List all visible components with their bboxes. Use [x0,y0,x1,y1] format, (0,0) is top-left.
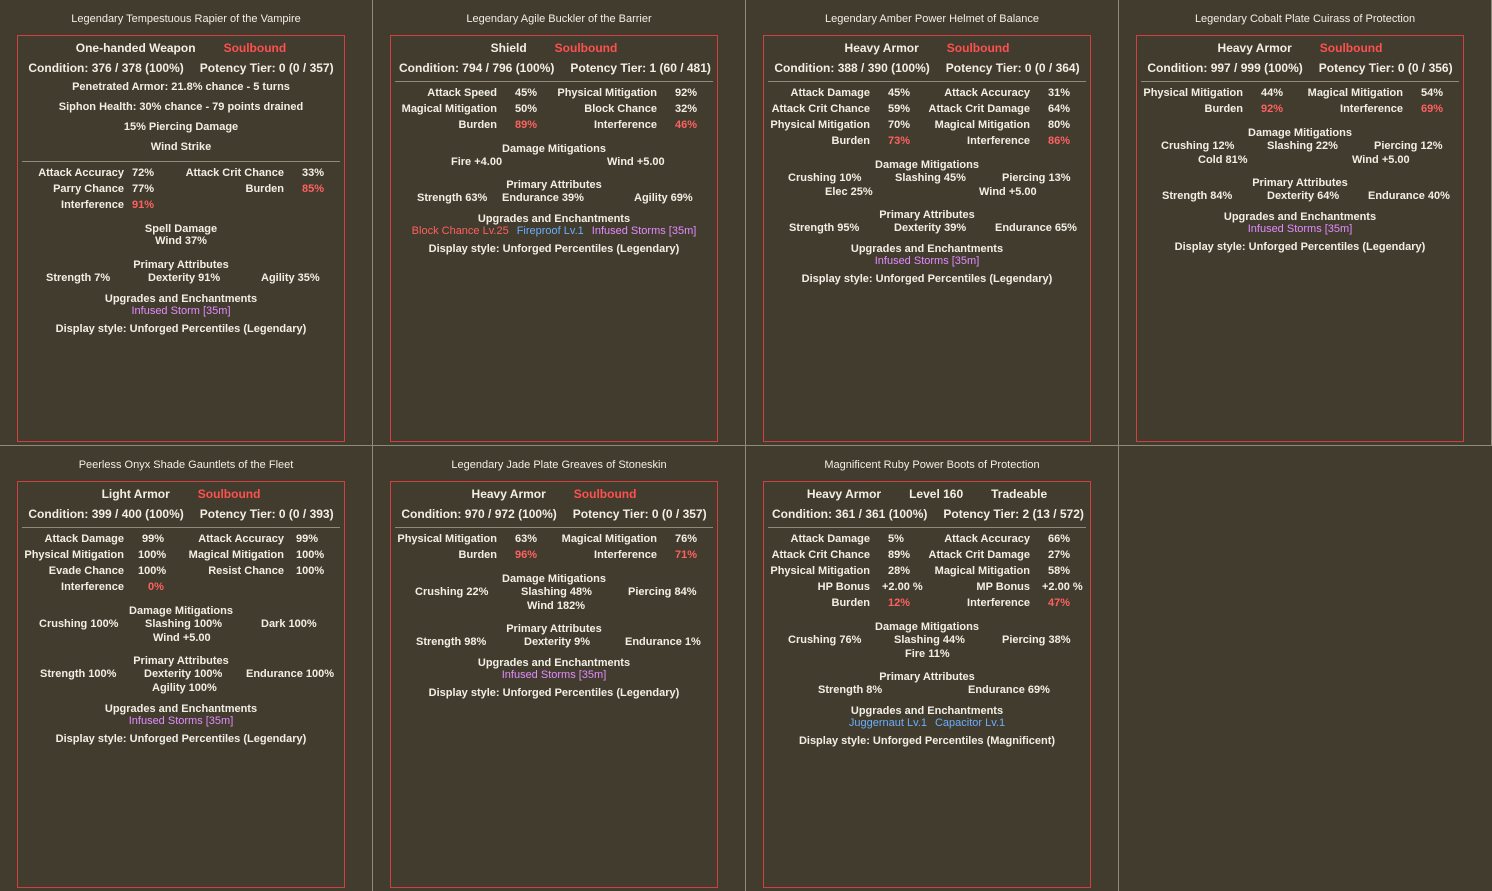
stat-value: 31% [1048,87,1071,99]
stat-label: Magical Mitigation [188,549,284,561]
item-type: One-handed Weapon [75,41,196,55]
item-type: Light Armor [101,487,170,501]
stat-value: 77% [132,183,155,195]
mitigation: Piercing 38% [1002,634,1071,646]
mitigation: Crushing 12% [1161,140,1235,152]
section-title: Upgrades and Enchantments [104,293,258,305]
condition: Condition: 376 / 378 (100%) [28,61,184,75]
stat-label: Physical Mitigation [24,549,124,561]
stat-label: MP Bonus [976,581,1030,593]
stat-label: Attack Crit Chance [185,167,284,179]
stat-value: 92% [1261,103,1284,115]
attribute: Endurance 40% [1368,190,1450,202]
item-title: Legendary Cobalt Plate Cuirass of Protection [1194,13,1416,25]
mitigation: Crushing 100% [39,618,119,630]
stat-label: Attack Accuracy [198,533,284,545]
potency: Potency Tier: 0 (0 / 393) [199,507,334,521]
display-style: Display style: Unforged Percentiles (Legendary) [801,273,1053,285]
stat-label: Burden [458,549,497,561]
upgrade: Infused Storms [35m] [128,715,234,727]
stat-value: 100% [296,565,325,577]
attribute: Endurance 39% [502,192,584,204]
divider [395,81,713,82]
stat-label: Interference [1340,103,1403,115]
attribute: Dexterity 91% [148,272,221,284]
upgrade: Infused Storms [35m] [1247,223,1353,235]
potency: Potency Tier: 0 (0 / 357) [199,61,334,75]
display-style: Display style: Unforged Percentiles (Legendary) [55,733,307,745]
display-style: Display style: Unforged Percentiles (Legendary) [1174,241,1426,253]
display-style: Display style: Unforged Percentiles (Legendary) [428,687,680,699]
mitigation: Crushing 22% [415,586,489,598]
divider [22,161,340,162]
section-title: Primary Attributes [506,623,602,635]
attribute: Endurance 1% [625,636,701,648]
mitigation: Slashing 48% [521,586,592,598]
stat-label: Attack Crit Chance [771,103,870,115]
stat-value: 28% [888,565,911,577]
stat-value: 80% [1048,119,1071,131]
item-card[interactable] [373,446,746,891]
stat-value: 86% [1048,135,1071,147]
condition: Condition: 997 / 999 (100%) [1147,61,1303,75]
attribute: Strength 63% [417,192,488,204]
effect: Wind Strike [150,141,212,153]
item-card[interactable] [373,0,746,446]
stat-label: Interference [594,549,657,561]
section-title: Damage Mitigations [129,605,233,617]
condition: Condition: 361 / 361 (100%) [772,507,928,521]
section-title: Upgrades and Enchantments [850,243,1004,255]
stat-value: +2.00 % [1042,581,1083,593]
item-title: Magnificent Ruby Power Boots of Protection [824,459,1040,471]
attribute: Strength 95% [789,222,860,234]
stat-value: 58% [1048,565,1071,577]
stat-value: 76% [675,533,698,545]
stat-value: 71% [675,549,698,561]
upgrade: Infused Storms [35m] [501,669,607,681]
stat-label: Parry Chance [53,183,124,195]
stat-value: 92% [675,87,698,99]
stat-label: Interference [967,597,1030,609]
potency: Potency Tier: 0 (0 / 356) [1318,61,1453,75]
section-title: Primary Attributes [879,209,975,221]
item-type: Heavy Armor [471,487,546,501]
stat-value: 100% [138,565,167,577]
stat-value: 66% [1048,533,1071,545]
stat-value: 100% [296,549,325,561]
section-title: Upgrades and Enchantments [477,657,631,669]
item-type: Heavy Armor [1217,41,1292,55]
item-card[interactable] [0,446,373,891]
effect: Penetrated Armor: 21.8% chance - 5 turns [72,81,290,93]
attribute: Strength 8% [818,684,883,696]
empty-slot [1119,446,1492,891]
item-title: Legendary Jade Plate Greaves of Stoneskin [451,459,667,471]
mitigation: Slashing 44% [894,634,965,646]
attribute: Endurance 65% [995,222,1077,234]
stat-label: Magical Mitigation [561,533,657,545]
item-card[interactable] [0,0,373,446]
divider [22,527,340,528]
stat-value: 45% [515,87,538,99]
display-style: Display style: Unforged Percentiles (Legendary) [55,323,307,335]
upgrade: Infused Storms [35m] [874,255,980,267]
stat-label: Interference [61,581,124,593]
section-title: Primary Attributes [879,671,975,683]
soulbound-tag: Soulbound [1319,41,1383,55]
stat-value: 45% [888,87,911,99]
section-title: Primary Attributes [1252,177,1348,189]
item-title: Peerless Onyx Shade Gauntlets of the Fleet [78,459,294,471]
spell-damage: Wind 37% [155,235,207,247]
divider [768,81,1086,82]
stat-label: Physical Mitigation [397,533,497,545]
divider [768,527,1086,528]
section-title: Spell Damage [144,223,218,235]
mitigation: Slashing 100% [145,618,223,630]
stat-label: Interference [61,199,124,211]
stat-value: 96% [515,549,538,561]
item-title: Legendary Agile Buckler of the Barrier [466,13,652,25]
mitigation: Piercing 12% [1374,140,1443,152]
stat-label: Magical Mitigation [401,103,497,115]
mitigation: Wind +5.00 [607,156,665,168]
attribute: Dexterity 9% [524,636,591,648]
item-card[interactable] [746,446,1119,891]
section-title: Damage Mitigations [502,573,606,585]
stat-label: Attack Damage [790,533,870,545]
item-box [390,35,718,442]
potency: Potency Tier: 1 (60 / 481) [570,61,711,75]
attribute: Dexterity 39% [894,222,967,234]
condition: Condition: 388 / 390 (100%) [774,61,930,75]
display-style: Display style: Unforged Percentiles (Legendary) [428,243,680,255]
stat-label: Attack Damage [44,533,124,545]
stat-value: 73% [888,135,911,147]
stat-label: Attack Accuracy [944,533,1030,545]
item-box [17,481,345,888]
stat-value: 0% [148,581,164,593]
item-card[interactable] [1119,0,1492,446]
effect: 15% Piercing Damage [123,121,239,133]
item-box [1136,35,1464,442]
item-box [390,481,718,888]
stat-label: Burden [1204,103,1243,115]
attribute: Strength 7% [46,272,111,284]
mitigation: Piercing 84% [628,586,697,598]
mitigation: Wind 182% [527,600,585,612]
stat-label: Magical Mitigation [934,565,1030,577]
effect: Siphon Health: 30% chance - 79 points drained [58,101,304,113]
stat-label: Burden [245,183,284,195]
mitigation: Fire +4.00 [451,156,503,168]
mitigation: Slashing 45% [895,172,966,184]
stat-label: Resist Chance [208,565,284,577]
stat-value: 99% [296,533,319,545]
mitigation: Elec 25% [825,186,873,198]
stat-value: 89% [888,549,911,561]
upgrade: Infused Storms [35m] [591,225,697,237]
stat-value: +2.00 % [882,581,923,593]
condition: Condition: 399 / 400 (100%) [28,507,184,521]
stat-label: Burden [831,135,870,147]
stat-value: 59% [888,103,911,115]
stat-value: 64% [1048,103,1071,115]
stat-value: 89% [515,119,538,131]
stat-value: 70% [888,119,911,131]
section-title: Damage Mitigations [875,621,979,633]
section-title: Damage Mitigations [502,143,606,155]
soulbound-tag: Soulbound [223,41,287,55]
stat-value: 27% [1048,549,1071,561]
section-title: Damage Mitigations [1248,127,1352,139]
attribute: Strength 98% [416,636,487,648]
stat-value: 69% [1421,103,1444,115]
stat-label: Interference [967,135,1030,147]
potency: Potency Tier: 0 (0 / 364) [945,61,1080,75]
item-title: Legendary Tempestuous Rapier of the Vampire [71,13,301,25]
stat-value: 47% [1048,597,1071,609]
item-type: Shield [490,41,527,55]
divider [395,527,713,528]
section-title: Damage Mitigations [875,159,979,171]
upgrade: Block Chance Lv.25 [411,225,509,237]
stat-value: 32% [675,103,698,115]
stat-value: 72% [132,167,155,179]
attribute: Agility 69% [634,192,693,204]
stat-value: 5% [888,533,904,545]
stat-label: Attack Damage [790,87,870,99]
stat-label: Physical Mitigation [1143,87,1243,99]
stat-value: 63% [515,533,538,545]
mitigation: Crushing 76% [788,634,862,646]
attribute: Strength 84% [1162,190,1233,202]
mitigation: Wind +5.00 [153,632,211,644]
stat-label: Physical Mitigation [770,119,870,131]
tradeable-tag: Tradeable [991,487,1048,501]
soulbound-tag: Soulbound [554,41,618,55]
upgrade: Capacitor Lv.1 [934,717,1006,729]
mitigation: Fire 11% [905,648,950,660]
section-title: Upgrades and Enchantments [1223,211,1377,223]
item-box [763,35,1091,442]
mitigation: Piercing 13% [1002,172,1071,184]
item-box [17,35,345,442]
attribute: Agility 35% [261,272,320,284]
attribute: Strength 100% [40,668,117,680]
mitigation: Wind +5.00 [1352,154,1410,166]
display-style: Display style: Unforged Percentiles (Magnificent) [798,735,1056,747]
stat-label: Attack Accuracy [38,167,124,179]
attribute: Agility 100% [152,682,217,694]
level: Level 160 [909,487,964,501]
mitigation: Crushing 10% [788,172,862,184]
stat-value: 50% [515,103,538,115]
stat-value: 44% [1261,87,1284,99]
section-title: Primary Attributes [506,179,602,191]
section-title: Upgrades and Enchantments [104,703,258,715]
upgrade: Fireproof Lv.1 [516,225,584,237]
attribute: Dexterity 64% [1267,190,1340,202]
mitigation: Wind +5.00 [979,186,1037,198]
stat-label: Attack Crit Damage [928,549,1030,561]
divider [1141,81,1459,82]
soulbound-tag: Soulbound [197,487,261,501]
upgrade: Juggernaut Lv.1 [848,717,927,729]
potency: Potency Tier: 0 (0 / 357) [572,507,707,521]
item-box [763,481,1091,888]
stat-label: Attack Crit Chance [771,549,870,561]
stat-label: Burden [458,119,497,131]
soulbound-tag: Soulbound [573,487,637,501]
stat-label: HP Bonus [817,581,870,593]
stat-label: Magical Mitigation [934,119,1030,131]
stat-label: Attack Speed [427,87,497,99]
stat-label: Magical Mitigation [1307,87,1403,99]
section-title: Primary Attributes [133,655,229,667]
condition: Condition: 794 / 796 (100%) [399,61,555,75]
stat-label: Physical Mitigation [770,565,870,577]
soulbound-tag: Soulbound [946,41,1010,55]
item-type: Heavy Armor [806,487,882,501]
attribute: Endurance 100% [246,668,335,680]
stat-label: Evade Chance [48,565,124,577]
attribute: Dexterity 100% [144,668,223,680]
item-type: Heavy Armor [844,41,919,55]
section-title: Upgrades and Enchantments [477,213,631,225]
section-title: Upgrades and Enchantments [850,705,1004,717]
stat-value: 33% [302,167,325,179]
mitigation: Dark 100% [261,618,317,630]
stat-label: Interference [594,119,657,131]
stat-value: 12% [888,597,911,609]
mitigation: Cold 81% [1198,154,1248,166]
potency: Potency Tier: 2 (13 / 572) [943,507,1084,521]
stat-label: Physical Mitigation [557,87,657,99]
stat-label: Burden [831,597,870,609]
section-title: Primary Attributes [133,259,229,271]
stat-label: Block Chance [584,103,657,115]
stat-label: Attack Crit Damage [928,103,1030,115]
stat-value: 91% [132,199,155,211]
stat-label: Attack Accuracy [944,87,1030,99]
stat-value: 85% [302,183,325,195]
stat-value: 46% [675,119,698,131]
stat-value: 100% [138,549,167,561]
attribute: Endurance 69% [968,684,1050,696]
item-card[interactable] [746,0,1119,446]
mitigation: Slashing 22% [1267,140,1338,152]
stat-value: 54% [1421,87,1444,99]
stat-value: 99% [142,533,165,545]
item-title: Legendary Amber Power Helmet of Balance [824,13,1039,25]
condition: Condition: 970 / 972 (100%) [401,507,557,521]
upgrade: Infused Storm [35m] [131,305,231,317]
